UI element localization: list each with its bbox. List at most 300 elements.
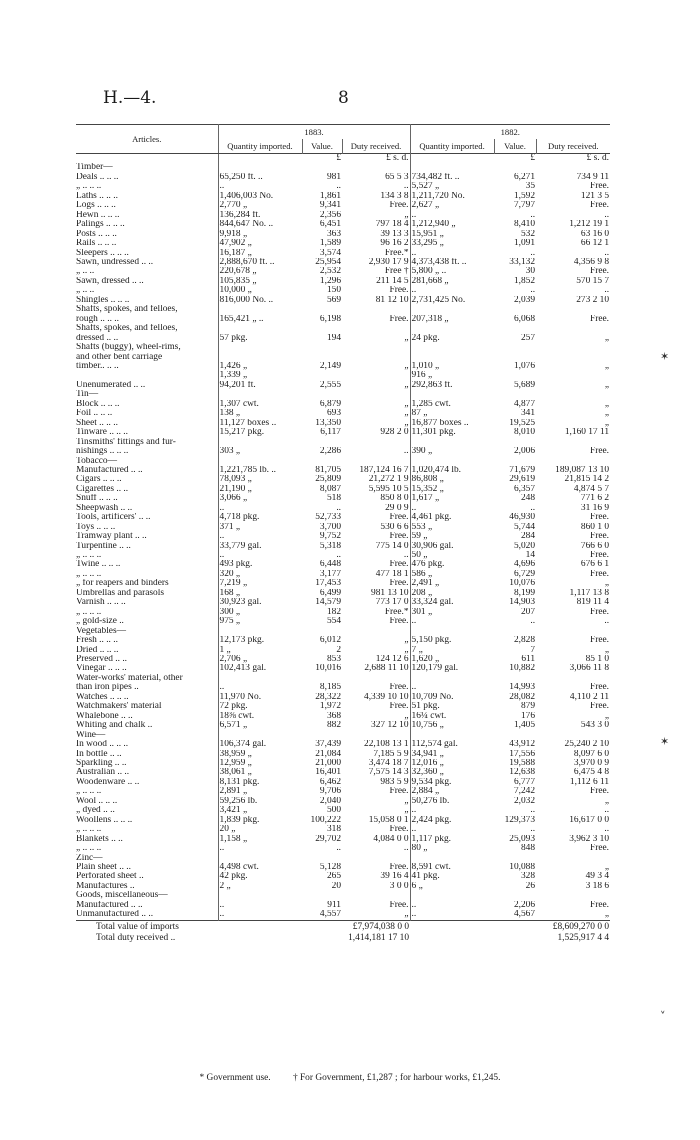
value-cell: .. [403, 447, 409, 457]
value-cell: 9,706 [319, 787, 341, 797]
value-cell: „ [604, 418, 610, 428]
value-cell [410, 854, 494, 863]
article-cell: Tools, artificers' .. .. [76, 513, 151, 523]
value-cell: 106,374 gal. [218, 740, 302, 749]
value-cell [218, 438, 302, 447]
value-cell: 2,828 [513, 636, 536, 646]
value-cell: 6,571 „ [218, 721, 302, 730]
value-cell [494, 305, 536, 314]
value-cell [494, 390, 536, 399]
article-cell: Goods, miscellaneous— [76, 891, 168, 901]
value-cell: 25,240 2 10 [564, 740, 610, 750]
value-cell: 7 [530, 645, 536, 655]
article-cell: Cigarettes .. .. [76, 484, 129, 494]
table-row [76, 258, 610, 267]
value-cell: 6,451 [319, 220, 341, 230]
value-cell: 94,201 ft. [218, 381, 302, 390]
value-cell: 8,087 [319, 484, 341, 494]
value-cell: 81 12 10 [375, 295, 409, 305]
value-cell: Free. [389, 560, 409, 570]
article-cell: Unmanufactured .. .. [76, 910, 154, 920]
footnote-dagger: † For Government, £1,287 ; for harbour works, £1,245. [292, 1073, 501, 1083]
value-cell: 281,668 „ [410, 277, 494, 286]
value-cell: 12,959 „ [218, 759, 302, 768]
value-cell: 4,874 5 7 [573, 484, 610, 494]
value-cell [494, 324, 536, 333]
value-cell: „ [604, 361, 610, 371]
article-cell: Timber— [76, 163, 113, 173]
value-cell: 328 [520, 872, 536, 882]
value-cell: 2,891 „ [218, 787, 302, 796]
value-cell [342, 343, 410, 352]
value-cell: 3,066 11 8 [569, 664, 610, 674]
table-row [76, 570, 610, 579]
value-cell: 80 „ [410, 844, 494, 853]
value-cell: 981 [326, 172, 341, 182]
value-cell: Free † [384, 267, 409, 277]
article-cell: Foil .. .. .. [76, 409, 113, 419]
article-cell: Sheet .. .. .. [76, 418, 118, 428]
value-cell: 14,579 [315, 598, 341, 608]
value-cell: 569 [326, 295, 341, 305]
value-cell: 2,039 [513, 295, 536, 305]
value-cell: Free. [389, 787, 409, 797]
value-cell: 71,679 [509, 465, 536, 475]
value-cell: Free. [389, 201, 409, 211]
value-cell: 1,285 cwt. [410, 400, 494, 409]
value-cell: 29 0 9 [385, 503, 409, 513]
article-cell: Water-works' material, other [76, 673, 183, 683]
value-cell: 3,574 [319, 248, 341, 258]
table-row [76, 390, 610, 399]
value-cell: 2,032 [513, 796, 536, 806]
value-cell: 1,307 cwt. [218, 400, 302, 409]
value-cell: Free. [590, 513, 610, 523]
value-cell [342, 457, 410, 466]
value-cell: 11,970 No. [218, 693, 302, 702]
value-cell: 6,777 [513, 777, 536, 787]
article-cell: dressed .. .. [76, 333, 119, 343]
table-row [76, 863, 610, 872]
value-cell [410, 163, 494, 172]
value-cell: 8,131 pkg. [218, 778, 302, 787]
value-cell [218, 674, 302, 683]
table-row [76, 646, 610, 655]
value-cell [302, 371, 342, 380]
value-cell: Free. [590, 702, 610, 712]
table-row [76, 239, 610, 248]
value-cell: 2,356 [319, 210, 341, 220]
value-cell [302, 438, 342, 447]
value-cell: 2,770 „ [218, 201, 302, 210]
value-cell: 8,010 [513, 428, 536, 438]
value-cell: 220,678 „ [218, 267, 302, 276]
table-row [76, 768, 610, 777]
value-cell: .. [530, 825, 536, 835]
table-row [76, 523, 610, 532]
table-row [76, 485, 610, 494]
value-cell: 5,020 [513, 541, 536, 551]
value-cell [218, 305, 302, 314]
value-cell: 3,177 [319, 569, 341, 579]
table-row [76, 220, 610, 229]
article-cell: Shafts, spokes, and felloes, [76, 324, 178, 334]
value-cell: 78,093 „ [218, 475, 302, 484]
value-cell: .. [410, 910, 494, 920]
value-cell: 363 [326, 229, 341, 239]
value-cell [536, 343, 610, 352]
value-cell: 4,084 0 0 [373, 834, 409, 844]
value-cell: 1,160 17 11 [564, 428, 610, 438]
article-cell: Rails .. .. .. [76, 239, 117, 249]
article-cell: Sparkling .. .. [76, 759, 127, 768]
table-row [76, 173, 610, 182]
value-cell: „ [404, 210, 409, 220]
table-row [76, 693, 610, 702]
value-cell: 121 3 5 [580, 191, 610, 201]
value-cell: „ [604, 862, 610, 872]
value-cell: 2,627 „ [410, 201, 494, 210]
value-cell: Free.* [384, 607, 409, 617]
value-cell: 1,112 6 11 [569, 777, 610, 787]
table-row [76, 627, 610, 636]
value-cell: „ [404, 361, 409, 371]
value-cell: „ [404, 636, 409, 646]
value-cell [218, 457, 302, 466]
value-cell: 292,863 ft. [410, 381, 494, 390]
value-cell: 477 18 1 [375, 569, 409, 579]
value-cell [536, 891, 610, 900]
value-cell: 2,424 pkg. [410, 816, 494, 825]
value-cell [410, 305, 494, 314]
value-cell: „ [404, 380, 409, 390]
value-cell: 24 pkg. [410, 334, 494, 343]
article-cell: „ dyed .. .. [76, 806, 115, 816]
value-cell: 14,993 [509, 683, 536, 693]
value-cell: 9,918 „ [218, 230, 302, 239]
article-cell: Umbrellas and parasols [76, 588, 164, 598]
value-cell: 7,185 5 9 [373, 749, 409, 759]
value-cell: 86,808 „ [410, 475, 494, 484]
article-cell: „ .. .. .. [76, 569, 102, 579]
value-cell: .. [530, 248, 536, 258]
value-cell [494, 731, 536, 740]
value-cell: 57 pkg. [218, 334, 302, 343]
value-cell [494, 438, 536, 447]
article-cell: Dried .. .. .. [76, 645, 119, 655]
value-cell: .. [410, 249, 494, 258]
article-cell: Laths .. .. .. [76, 191, 118, 201]
value-cell: Free. [389, 532, 409, 542]
article-cell: Whiting and chalk .. [76, 721, 153, 731]
total-row [76, 932, 610, 943]
table-row [76, 872, 610, 881]
value-cell: 2,555 [319, 380, 341, 390]
value-cell: 1,117 pkg. [410, 835, 494, 844]
table-row [76, 419, 610, 428]
value-cell: 2,206 [513, 900, 536, 910]
value-cell [302, 674, 342, 683]
value-cell: 2 „ [218, 882, 302, 891]
value-cell: 3,970 0 9 [573, 759, 610, 768]
table-row [76, 854, 610, 863]
value-cell: 8,410 [513, 220, 536, 230]
total-1882: £8,609,270 0 0 [552, 921, 610, 932]
value-cell: 207 [520, 607, 536, 617]
value-cell [342, 163, 410, 172]
value-cell: 3,421 „ [218, 806, 302, 815]
value-cell [302, 305, 342, 314]
value-cell: 120,179 gal. [410, 664, 494, 673]
value-cell: „ [404, 645, 409, 655]
value-cell: 4,557 [319, 910, 341, 920]
value-cell: 853 [326, 655, 341, 665]
value-cell: „ [604, 711, 610, 721]
value-cell: 11,127 boxes .. [218, 419, 302, 428]
value-cell: 3,474 18 7 [368, 759, 409, 768]
value-cell: .. [604, 806, 610, 816]
value-cell: 1,211,720 No. [410, 192, 494, 201]
value-cell [302, 163, 342, 172]
value-cell: 112,574 gal. [410, 740, 494, 749]
value-cell [536, 353, 610, 362]
page-header [0, 88, 700, 112]
table-row [76, 674, 610, 683]
article-cell: Shafts, spokes, and felloes, [76, 305, 178, 315]
value-cell: 530 6 6 [380, 522, 409, 532]
value-cell: 21,190 „ [218, 485, 302, 494]
value-cell: 7,242 [513, 787, 536, 797]
value-cell: .. [218, 551, 302, 560]
value-cell: „ [404, 796, 409, 806]
value-cell: 14,903 [509, 598, 536, 608]
value-cell: „ [404, 399, 409, 409]
table-row [76, 428, 610, 437]
article-cell: „ .. .. .. [76, 825, 102, 835]
value-cell: Free. [590, 551, 610, 561]
value-cell: 72 pkg. [218, 702, 302, 711]
value-cell: „ [604, 333, 610, 343]
value-cell: 31 16 9 [580, 503, 610, 513]
article-cell: Sheepwash .. .. [76, 503, 133, 513]
footnotes [0, 1073, 700, 1083]
value-cell: 734 9 11 [576, 172, 610, 182]
table-row [76, 750, 610, 759]
value-cell: .. [410, 211, 494, 220]
value-cell: 983 5 9 [380, 777, 409, 787]
value-cell [218, 891, 302, 900]
value-cell: 211 14 5 [376, 276, 409, 286]
value-cell: 32,360 „ [410, 768, 494, 777]
value-cell [494, 353, 536, 362]
value-cell: 85 1 0 [585, 655, 610, 665]
value-cell [218, 390, 302, 399]
article-cell: Snuff .. .. .. [76, 494, 118, 504]
value-cell: Free. [389, 862, 409, 872]
value-cell: 284 [520, 532, 536, 542]
table-row [76, 409, 610, 418]
value-cell: 3,700 [319, 522, 341, 532]
table-row [76, 353, 610, 362]
value-cell: Free. [590, 569, 610, 579]
value-cell: 879 [520, 702, 536, 712]
value-cell: 7,797 [513, 201, 536, 211]
value-cell: 6,357 [513, 484, 536, 494]
value-cell: 26 [525, 881, 536, 891]
value-cell: „ [604, 645, 610, 655]
value-cell: „ [404, 711, 409, 721]
unit-label: £ [530, 153, 536, 163]
value-cell: 1,405 [513, 721, 536, 731]
table-row [76, 230, 610, 239]
article-cell: Tinsmiths' fittings and fur- [76, 437, 176, 447]
table-row [76, 286, 610, 295]
value-cell: 15,217 pkg. [218, 428, 302, 437]
value-header: Value. [302, 139, 342, 154]
value-cell: 5,150 pkg. [410, 636, 494, 645]
value-cell: 29,619 [509, 475, 536, 485]
table-row [76, 740, 610, 749]
value-cell: 25,809 [315, 475, 341, 485]
value-cell: 21,000 [315, 759, 341, 768]
value-cell: 65,250 ft. .. [218, 173, 302, 182]
value-cell: .. [530, 210, 536, 220]
table-row [76, 787, 610, 796]
value-cell [536, 457, 610, 466]
value-cell: 693 [326, 409, 341, 419]
value-cell: 138 „ [218, 409, 302, 418]
article-cell: Tramway plant .. .. [76, 532, 147, 542]
value-cell: Free. [389, 513, 409, 523]
table-row [76, 598, 610, 607]
article-cell: Watches .. .. .. [76, 692, 129, 702]
article-cell: Sawn, dressed .. .. [76, 276, 144, 286]
article-cell: Block .. .. .. [76, 399, 120, 409]
value-cell: 7 „ [410, 646, 494, 655]
article-cell: and other bent carriage [76, 352, 163, 362]
table-row [76, 201, 610, 210]
table-row [76, 343, 610, 352]
value-cell [302, 353, 342, 362]
table-row [76, 334, 610, 343]
value-cell: 16,401 [315, 768, 341, 778]
value-cell: 371 „ [218, 523, 302, 532]
value-cell [536, 371, 610, 380]
value-cell [302, 891, 342, 900]
table-row [76, 721, 610, 730]
value-cell: 5,689 [513, 380, 536, 390]
value-cell: 59 „ [410, 532, 494, 541]
value-cell: .. [218, 504, 302, 513]
article-cell: Vinegar .. .. .. [76, 664, 127, 674]
value-cell: 257 [520, 333, 536, 343]
value-cell [302, 324, 342, 333]
value-cell: Free. [590, 900, 610, 910]
value-cell: 33,779 gal. [218, 542, 302, 551]
article-cell: Zinc— [76, 853, 103, 863]
article-cell: „ gold-size .. [76, 617, 124, 627]
table-row [76, 882, 610, 891]
value-cell: 34,941 „ [410, 750, 494, 759]
article-cell: Woollens .. .. .. [76, 815, 133, 825]
article-cell: „ .. .. .. [76, 787, 102, 797]
value-cell [218, 163, 302, 172]
table-row [76, 182, 610, 191]
value-cell [302, 457, 342, 466]
value-cell: 320 „ [218, 570, 302, 579]
table-row [76, 806, 610, 815]
value-cell: „ [604, 910, 610, 920]
page-ref: H.—4. [103, 88, 157, 108]
value-cell: .. [336, 551, 341, 561]
value-cell: 1,972 [319, 702, 341, 712]
value-cell [494, 371, 536, 380]
value-cell: 176 [520, 711, 536, 721]
article-cell: Manufactures .. [76, 881, 135, 891]
value-cell: 42 pkg. [218, 872, 302, 881]
value-cell: 6,448 [319, 560, 341, 570]
value-cell: Free. [590, 201, 610, 211]
value-cell: 2 [336, 645, 341, 655]
value-cell: Free. [590, 314, 610, 324]
value-cell: 7,575 14 3 [368, 768, 409, 778]
table-row [76, 655, 610, 664]
value-cell [410, 438, 494, 447]
table-row [76, 532, 610, 541]
value-cell: Free.* [384, 248, 409, 258]
table-row [76, 267, 610, 276]
article-cell: nishings .. .. .. [76, 447, 129, 457]
value-cell: 165,421 „ .. [218, 315, 302, 324]
value-cell [536, 438, 610, 447]
value-cell: 771 6 2 [580, 494, 610, 504]
value-cell: 368 [326, 711, 341, 721]
value-cell: 8,591 cwt. [410, 863, 494, 872]
table-row [76, 362, 610, 371]
article-cell: Tin— [76, 390, 99, 400]
footnote-star: * Government use. [199, 1073, 271, 1083]
value-cell: 1,020,474 lb. [410, 466, 494, 475]
margin-mark: ✶ [660, 735, 670, 748]
value-cell: 15,058 0 1 [368, 815, 409, 825]
value-cell [494, 627, 536, 636]
value-cell: 50 „ [410, 551, 494, 560]
value-cell: 1,406,003 No. [218, 192, 302, 201]
value-cell: Free. [389, 683, 409, 693]
value-cell: .. [218, 910, 302, 920]
value-cell: 532 [520, 229, 536, 239]
value-cell: 10,076 [509, 579, 536, 589]
value-cell [410, 674, 494, 683]
table-row [76, 277, 610, 286]
value-cell: 766 6 0 [580, 541, 610, 551]
value-cell: 35 [525, 182, 536, 192]
imports-table [76, 124, 610, 944]
table-row [76, 617, 610, 626]
value-cell: 33,132 [509, 257, 536, 267]
value-cell: 1,592 [513, 191, 536, 201]
value-cell: Free. [590, 787, 610, 797]
value-cell: 10,709 No. [410, 693, 494, 702]
value-cell: Free. [590, 267, 610, 277]
value-cell [218, 343, 302, 352]
value-cell [410, 457, 494, 466]
value-cell: 65 5 3 [385, 172, 409, 182]
value-cell [410, 343, 494, 352]
table-row [76, 381, 610, 390]
value-cell: 22,108 13 1 [364, 740, 409, 750]
value-cell: 543 3 0 [580, 721, 610, 731]
